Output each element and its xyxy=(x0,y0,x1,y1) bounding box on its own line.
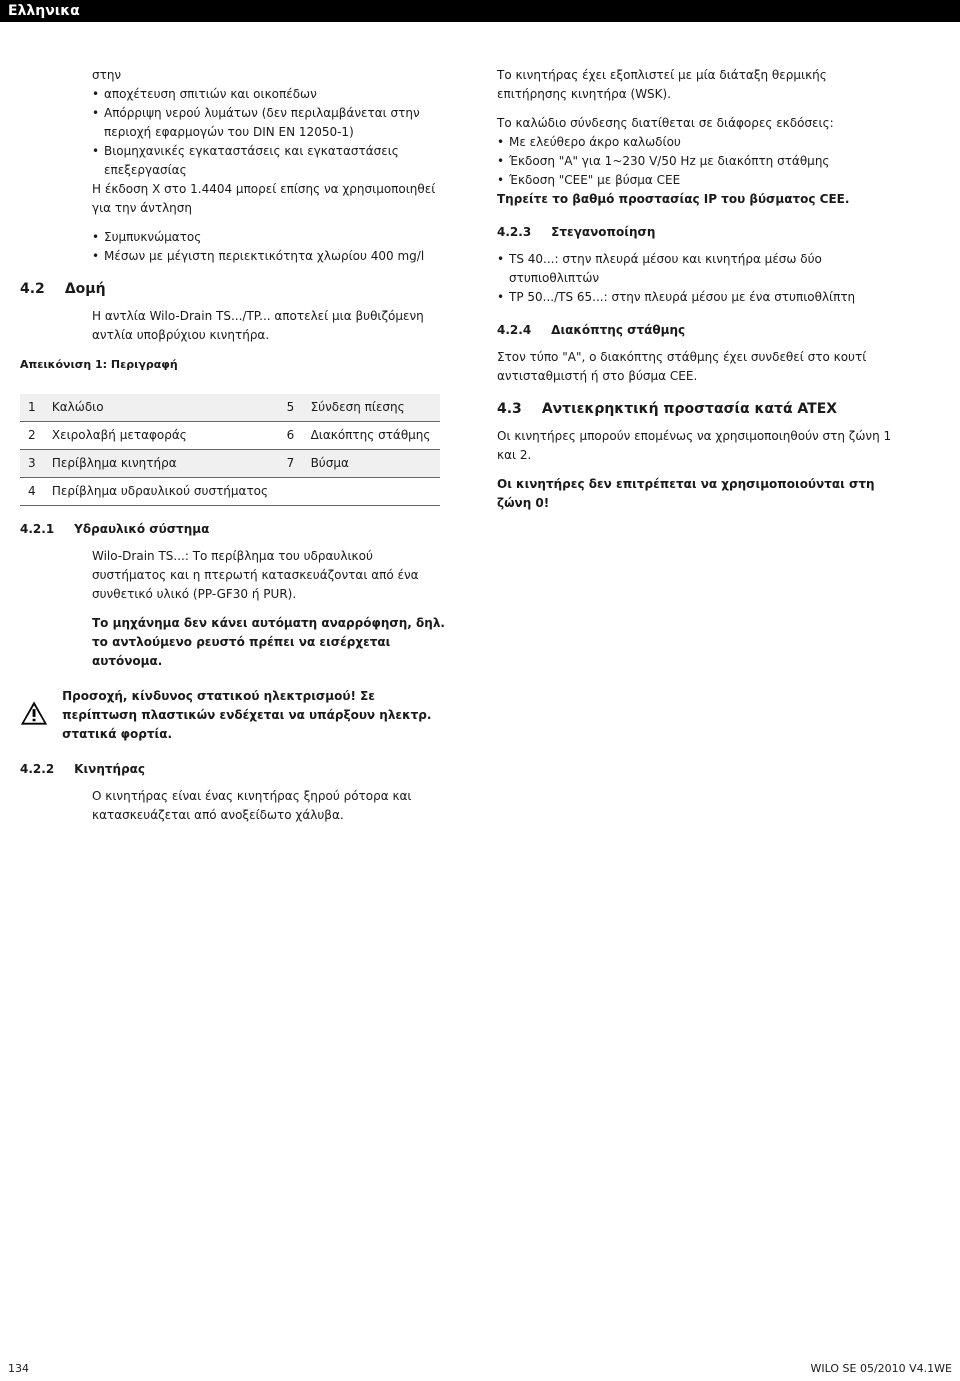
page-body xyxy=(0,22,960,1381)
motor-text: Ο κινητήρας είναι ένας κινητήρας ξηρού ρότορα και κατασκευάζεται από ανοξείδωτο χάλυβα. xyxy=(92,789,412,822)
section-heading-4-2-2: 4.2.2 Κινητήρας xyxy=(20,762,146,776)
left-column xyxy=(20,66,450,835)
warning-text: Προσοχή, κίνδυνος στατικού ηλεκτρισμού! Σε περίπτωση πλαστικών ενδέχεται να υπάρξουν ηλεκτρ. στατικά φορτία. xyxy=(62,689,432,741)
list-item: • Με ελεύθερο άκρο καλωδίου xyxy=(497,133,897,152)
list-item: • Μέσων με μέγιστη περιεκτικότητα χλωρίου 400 mg/l xyxy=(92,247,450,266)
uses-list xyxy=(92,85,450,180)
hydraulic-text: Wilo-Drain TS...: Το περίβλημα του υδραυλικού συστήματος και η πτερωτή κατασκευάζονται από ένα συνθετικό υλικό (PP-GF30 ή PUR). xyxy=(92,549,419,601)
structure-text: Η αντλία Wilo-Drain TS.../TP... αποτελεί μια βυθιζόμενη αντλία υποβρύχιου κινητήρα. xyxy=(92,309,424,342)
cable-bold-note: Τηρείτε το βαθμό προστασίας IP του βύσματος CEE. xyxy=(497,192,850,206)
intro-block xyxy=(20,66,450,266)
list-item: • TP 50.../TS 65...: στην πλευρά μέσου με ένα στυπιοθλίπτη xyxy=(497,288,897,307)
sealing-list xyxy=(497,250,897,307)
float-switch-text: Στον τύπο "A", ο διακόπτης στάθμης έχει συνδεθεί στο κουτί αντισταθμιστή ή στο βύσμα CEE. xyxy=(497,350,867,383)
opening-line: στην xyxy=(92,68,122,82)
table-row: 1 Καλώδιο 5 Σύνδεση πίεσης xyxy=(20,394,440,422)
x-version-list xyxy=(92,228,450,266)
x-version-intro: Η έκδοση X στο 1.4404 μπορεί επίσης να χρησιμοποιηθεί για την άντληση xyxy=(92,182,436,215)
list-item: • Συμπυκνώματος xyxy=(92,228,450,247)
document-code: WILO SE 05/2010 V4.1WE xyxy=(810,1362,952,1375)
language-label: Ελληνικα xyxy=(8,3,80,19)
hydraulic-bold-note: Το μηχάνημα δεν κάνει αυτόματη αναρρόφηση, δηλ. το αντλούμενο ρευστό πρέπει να εισέρχεται αυτόνομα. xyxy=(92,616,445,668)
table-row: 4 Περίβλημα υδραυλικού συστήματος xyxy=(20,478,440,506)
static-warning-block xyxy=(20,687,450,744)
cable-list xyxy=(497,133,897,190)
page-number: 134 xyxy=(8,1362,29,1375)
section-heading-4-2-1: 4.2.1 Υδραυλικό σύστημα xyxy=(20,522,210,536)
parts-table xyxy=(20,394,440,506)
figure-caption: Απεικόνιση 1: Περιγραφή xyxy=(20,358,178,371)
intro-text: Το κινητήρας έχει εξοπλιστεί με μία διάταξη θερμικής επιτήρησης κινητήρα (WSK). xyxy=(497,68,827,101)
language-header-bar xyxy=(0,0,960,22)
list-item: • Απόρριψη νερού λυμάτων (δεν περιλαμβάνεται στην περιοχή εφαρμογών του DIN EN 12050-1) xyxy=(92,104,450,142)
table-row: 2 Χειρολαβή μεταφοράς 6 Διακόπτης στάθμης xyxy=(20,422,440,450)
section-heading-4-2-3: 4.2.3 Στεγανοποίηση xyxy=(497,225,656,239)
cable-intro: Το καλώδιο σύνδεσης διατίθεται σε διάφορες εκδόσεις: xyxy=(497,116,834,130)
list-item: • αποχέτευση σπιτιών και οικοπέδων xyxy=(92,85,450,104)
atex-bold-note: Οι κινητήρες δεν επιτρέπεται να χρησιμοποιούνται στη ζώνη 0! xyxy=(497,477,875,510)
warning-triangle-icon xyxy=(20,687,48,739)
list-item: • Έκδοση "A" για 1~230 V/50 Hz με διακόπτη στάθμης xyxy=(497,152,897,171)
section-heading-4-2: 4.2 Δομή xyxy=(20,281,106,297)
right-column xyxy=(497,66,897,523)
page-footer xyxy=(0,1362,960,1381)
atex-text: Οι κινητήρες μπορούν επομένως να χρησιμοποιηθούν στη ζώνη 1 και 2. xyxy=(497,429,892,462)
list-item: • Βιομηχανικές εγκαταστάσεις και εγκαταστάσεις επεξεργασίας xyxy=(92,142,450,180)
section-heading-4-3: 4.3 Αντιεκρηκτική προστασία κατά ATEX xyxy=(497,401,838,417)
table-row: 3 Περίβλημα κινητήρα 7 Βύσμα xyxy=(20,450,440,478)
section-heading-4-2-4: 4.2.4 Διακόπτης στάθμης xyxy=(497,323,686,337)
list-item: • TS 40...: στην πλευρά μέσου και κινητήρα μέσω δύο στυπιοθλιπτών xyxy=(497,250,897,288)
list-item: • Έκδοση "CEE" με βύσμα CEE xyxy=(497,171,897,190)
